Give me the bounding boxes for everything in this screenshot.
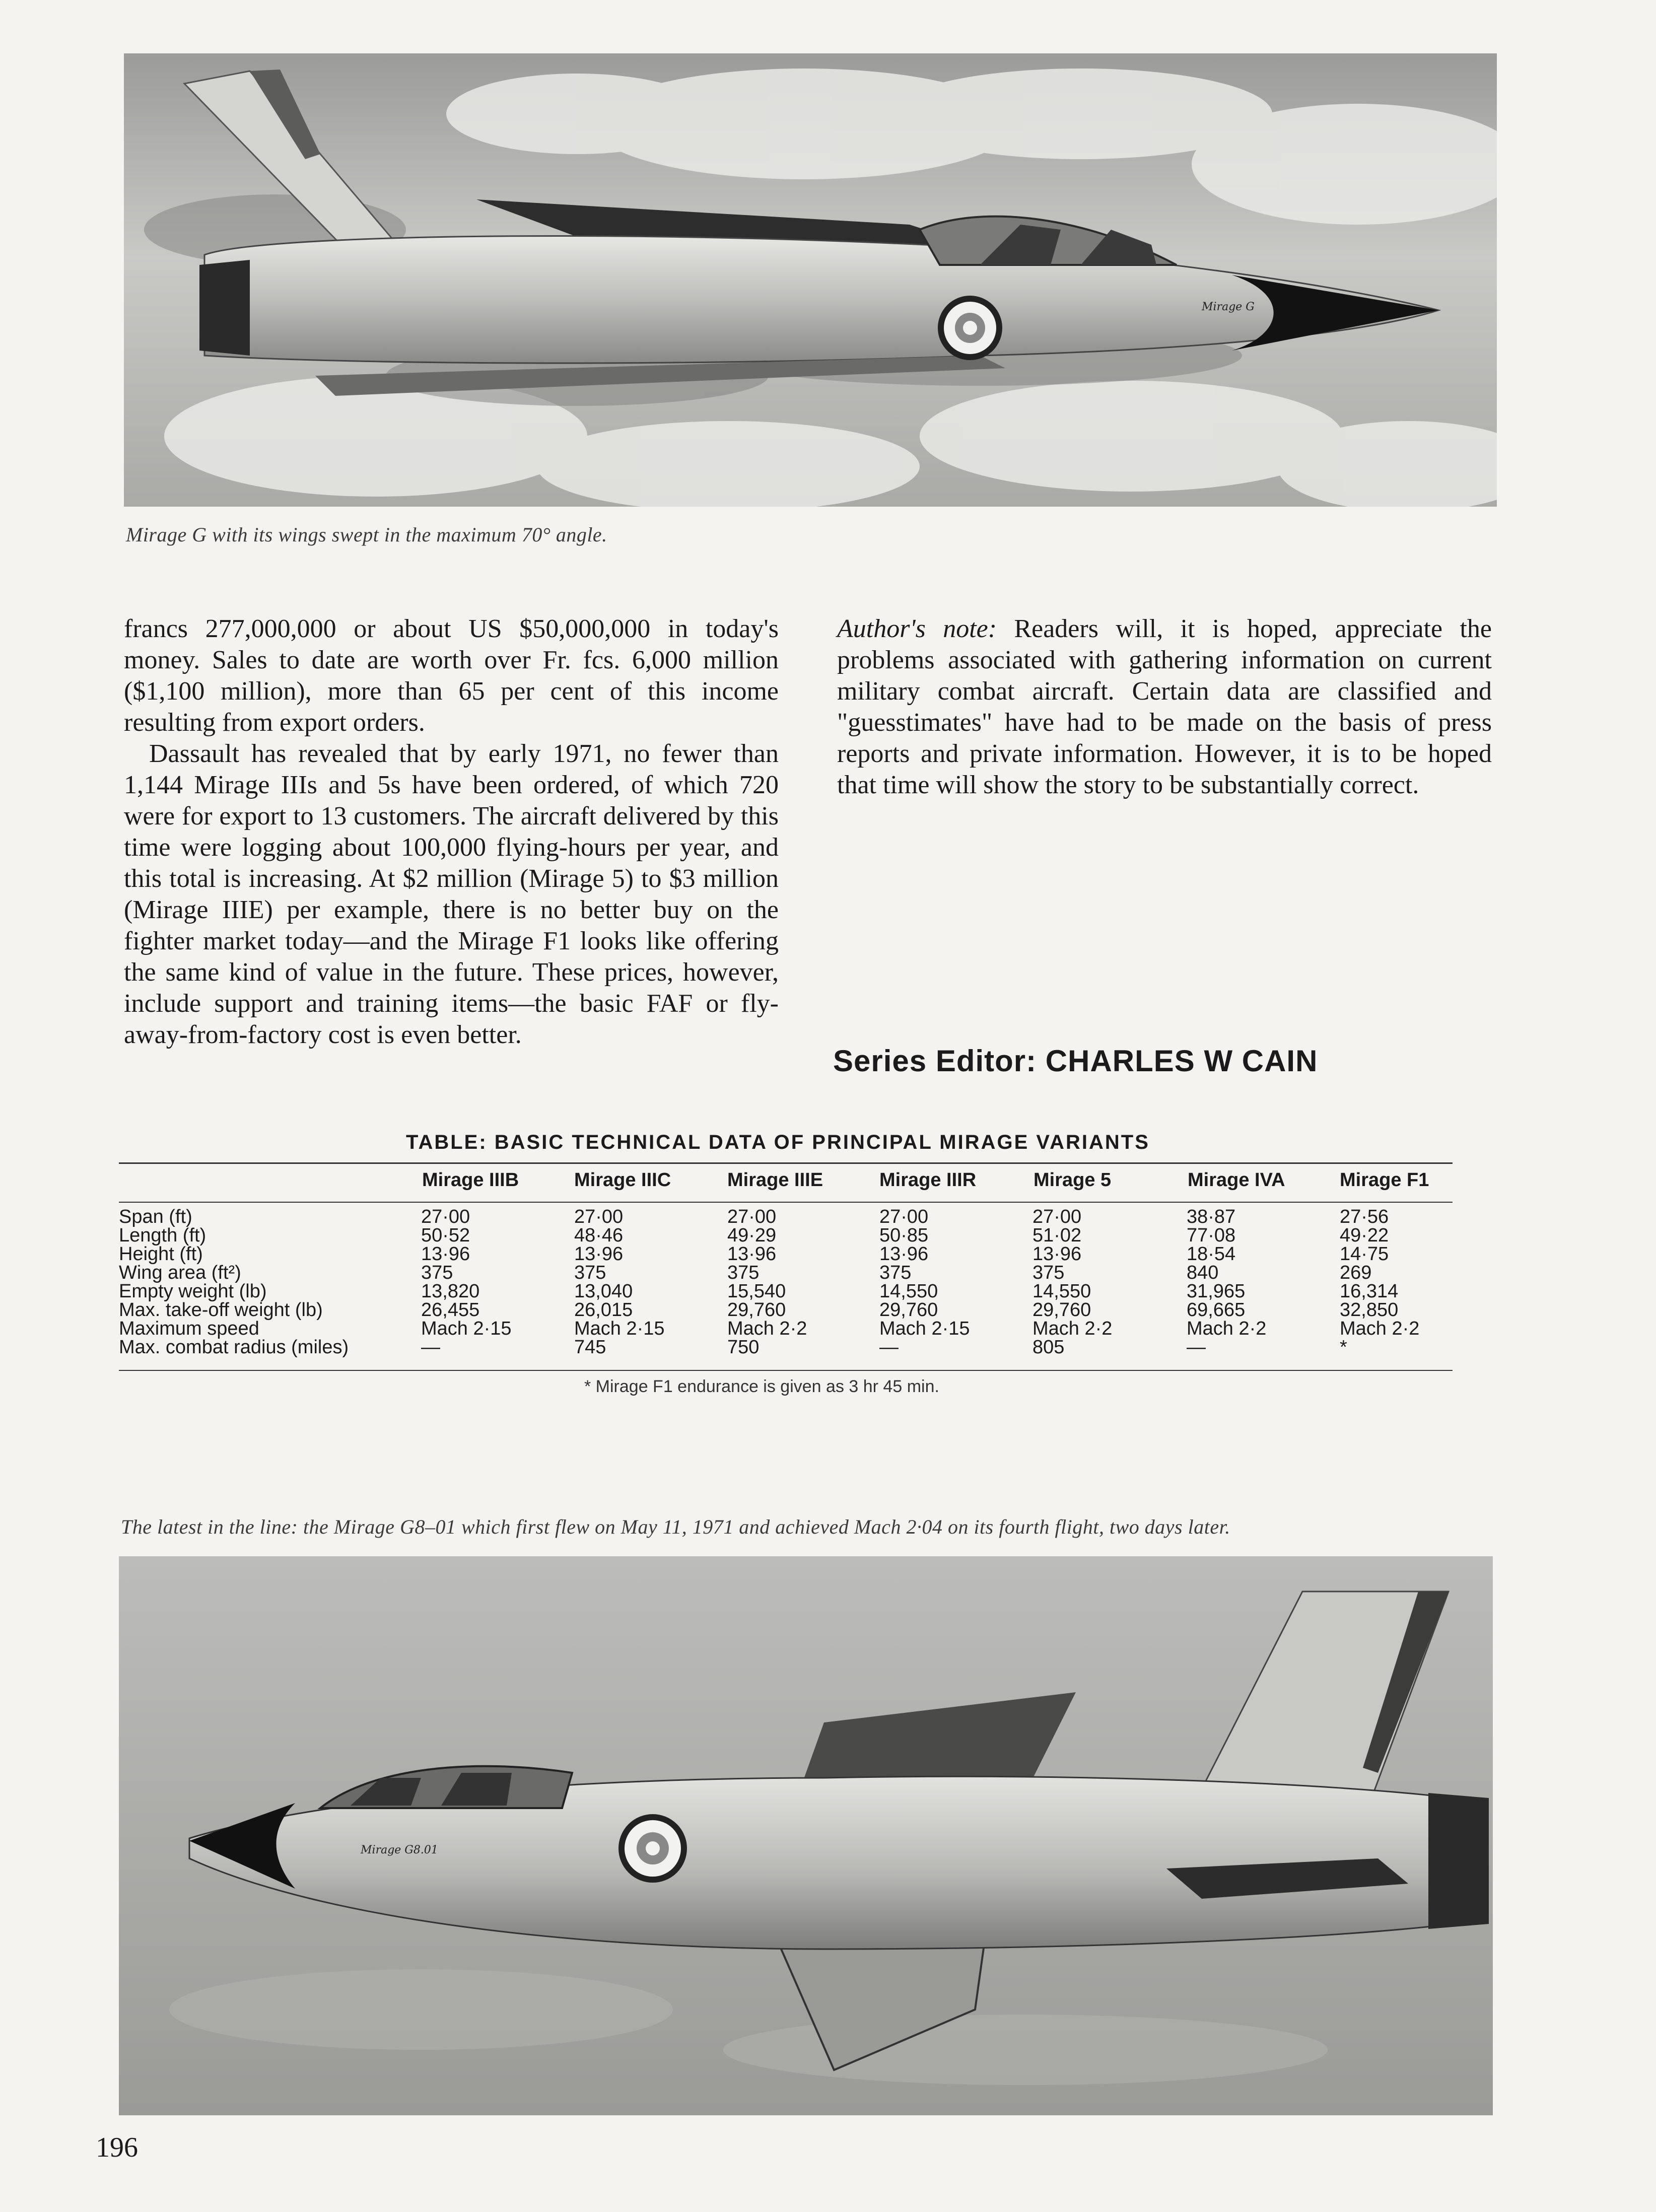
table-cell: 50·52 [421,1225,470,1246]
table-cell: 27·00 [421,1206,470,1227]
table-cell: 750 [727,1337,760,1358]
table-cell: 13·96 [1032,1243,1082,1265]
table-cell: 745 [574,1337,606,1358]
table-cell: 840 [1187,1262,1219,1283]
col-header-mirage-iiir: Mirage IIIR [879,1169,977,1191]
photo-mirage-g8-01 [119,1556,1493,2115]
table-cell: 375 [727,1262,760,1283]
col-header-mirage-f1: Mirage F1 [1340,1169,1429,1191]
page-number: 196 [96,2132,138,2163]
table-cell: 14,550 [1032,1281,1091,1302]
table-col-mirage-iiir [879,1208,970,1357]
row-label: Length (ft) [119,1225,206,1246]
col-header-mirage-iva: Mirage IVA [1188,1169,1285,1191]
left-paragraph-2: Dassault has revealed that by early 1971, no fewer than 1,144 Mirage IIIs and 5s have been ordered, of which 720 were for export to 13 customers. The aircraft delivered by this time were logging about 100,000 flying-hours per year, and this total is increasing. At $2 million (Mirage 5) to $3 million (Mirage IIIE) per example, there is no better buy on the fighter market today—and the Mirage F1 looks like offering the same kind of value in the future. These prices, however, include support and training items—the basic FAF or fly-away-from-factory cost is even better. [124,739,779,1049]
table-cell: 29,760 [879,1299,938,1321]
table-cell: 69,665 [1187,1299,1246,1321]
table-cell: 27·00 [574,1206,624,1227]
table-rule-header [119,1202,1453,1203]
table-cell: 16,314 [1340,1281,1399,1302]
col-header-mirage-iiie: Mirage IIIE [727,1169,823,1191]
table-cell: 375 [879,1262,912,1283]
top-nose-marking: Mirage G [1202,301,1255,313]
row-label: Span (ft) [119,1206,192,1227]
authors-note [837,613,1492,801]
table-cell: Mach 2·2 [1340,1318,1420,1339]
table-cell: Mach 2·2 [1032,1318,1113,1339]
table-cell: 18·54 [1187,1243,1236,1265]
table-cell: 375 [574,1262,606,1283]
col-header-mirage-iiic: Mirage IIIC [574,1169,671,1191]
col-header-mirage-iiib: Mirage IIIB [422,1169,519,1191]
table-cell: 77·08 [1187,1225,1236,1246]
table-col-mirage-iiic [574,1208,665,1357]
table-cell: 31,965 [1187,1281,1246,1302]
table-cell: 27·00 [727,1206,777,1227]
table-cell: 26,455 [421,1299,480,1321]
table-cell: 27·56 [1340,1206,1389,1227]
table-rule-bottom [119,1370,1453,1371]
table-cell: Mach 2·15 [421,1318,512,1339]
table-cell: 15,540 [727,1281,786,1302]
table-cell: 27·00 [879,1206,929,1227]
table-col-mirage-5 [1032,1208,1112,1357]
table-cell: 38·87 [1187,1206,1236,1227]
table-cell: * [1340,1337,1347,1358]
caption-bottom-photo: The latest in the line: the Mirage G8–01 which first flew on May 11, 1971 and achieved Mach 2·04 on its fourth flight, two days later. [121,1515,1230,1538]
table-cell: 50·85 [879,1225,929,1246]
row-label: Max. combat radius (miles) [119,1337,349,1358]
photo-mirage-g [124,53,1497,507]
table-cell: 14·75 [1340,1243,1389,1265]
row-label: Max. take-off weight (lb) [119,1299,323,1321]
table-cell: 51·02 [1032,1225,1082,1246]
table-cell: 14,550 [879,1281,938,1302]
table-cell: 48·46 [574,1225,624,1246]
body-column-left [124,613,779,1051]
col-header-mirage-5: Mirage 5 [1033,1169,1112,1191]
table-cell: 27·00 [1032,1206,1082,1227]
row-label: Wing area (ft²) [119,1262,241,1283]
table-cell: 49·22 [1340,1225,1389,1246]
table-cell: 805 [1032,1337,1065,1358]
table-col-mirage-f1 [1340,1208,1419,1357]
table-row-labels [119,1208,349,1357]
table-cell: 49·29 [727,1225,777,1246]
table-cell: — [1187,1337,1206,1358]
table-cell: Mach 2·15 [879,1318,970,1339]
table-rule-top [119,1162,1453,1164]
row-label: Height (ft) [119,1243,203,1265]
table-cell: 375 [421,1262,453,1283]
table-cell: 29,760 [1032,1299,1091,1321]
series-editor: Series Editor: CHARLES W CAIN [833,1044,1318,1078]
table-cell: — [879,1337,899,1358]
row-label: Maximum speed [119,1318,259,1339]
table-cell: Mach 2·2 [727,1318,807,1339]
left-paragraph-1: francs 277,000,000 or about US $50,000,000 in today's money. Sales to date are worth over Fr. fcs. 6,000 million ($1,100 million), more than 65 per cent of this income resulting from export orders. [124,614,779,737]
table-col-mirage-iiie [727,1208,807,1357]
table-cell: 13,820 [421,1281,480,1302]
authors-note-label: Author's note: [837,614,997,643]
bottom-nose-marking: Mirage G8.01 [361,1844,438,1856]
table-footnote: * Mirage F1 endurance is given as 3 hr 45 min. [584,1377,939,1396]
table-cell: 13,040 [574,1281,633,1302]
body-column-right [837,613,1492,801]
table-cell: 375 [1032,1262,1065,1283]
authors-note-text: Readers will, it is hoped, appreciate the problems associated with gathering information on current military combat aircraft. Certain data are classified and "guesstimates" have had to be made on the basis of press reports and private information. However, it is to be hoped that time will show the story to be substantially correct. [837,614,1492,799]
table-col-mirage-iva [1187,1208,1266,1357]
table-cell: Mach 2·2 [1187,1318,1267,1339]
table-col-mirage-iiib [421,1208,512,1357]
table-cell: 13·96 [727,1243,777,1265]
table-title: TABLE: BASIC TECHNICAL DATA OF PRINCIPAL MIRAGE VARIANTS [406,1131,1150,1153]
table-cell: 29,760 [727,1299,786,1321]
caption-top-photo: Mirage G with its wings swept in the maximum 70° angle. [126,523,607,546]
table-cell: 13·96 [574,1243,624,1265]
table-cell: — [421,1337,440,1358]
table-cell: Mach 2·15 [574,1318,665,1339]
table-cell: 13·96 [879,1243,929,1265]
table-cell: 13·96 [421,1243,470,1265]
table-cell: 26,015 [574,1299,633,1321]
table-cell: 32,850 [1340,1299,1399,1321]
table-cell: 269 [1340,1262,1372,1283]
row-label: Empty weight (lb) [119,1281,267,1302]
